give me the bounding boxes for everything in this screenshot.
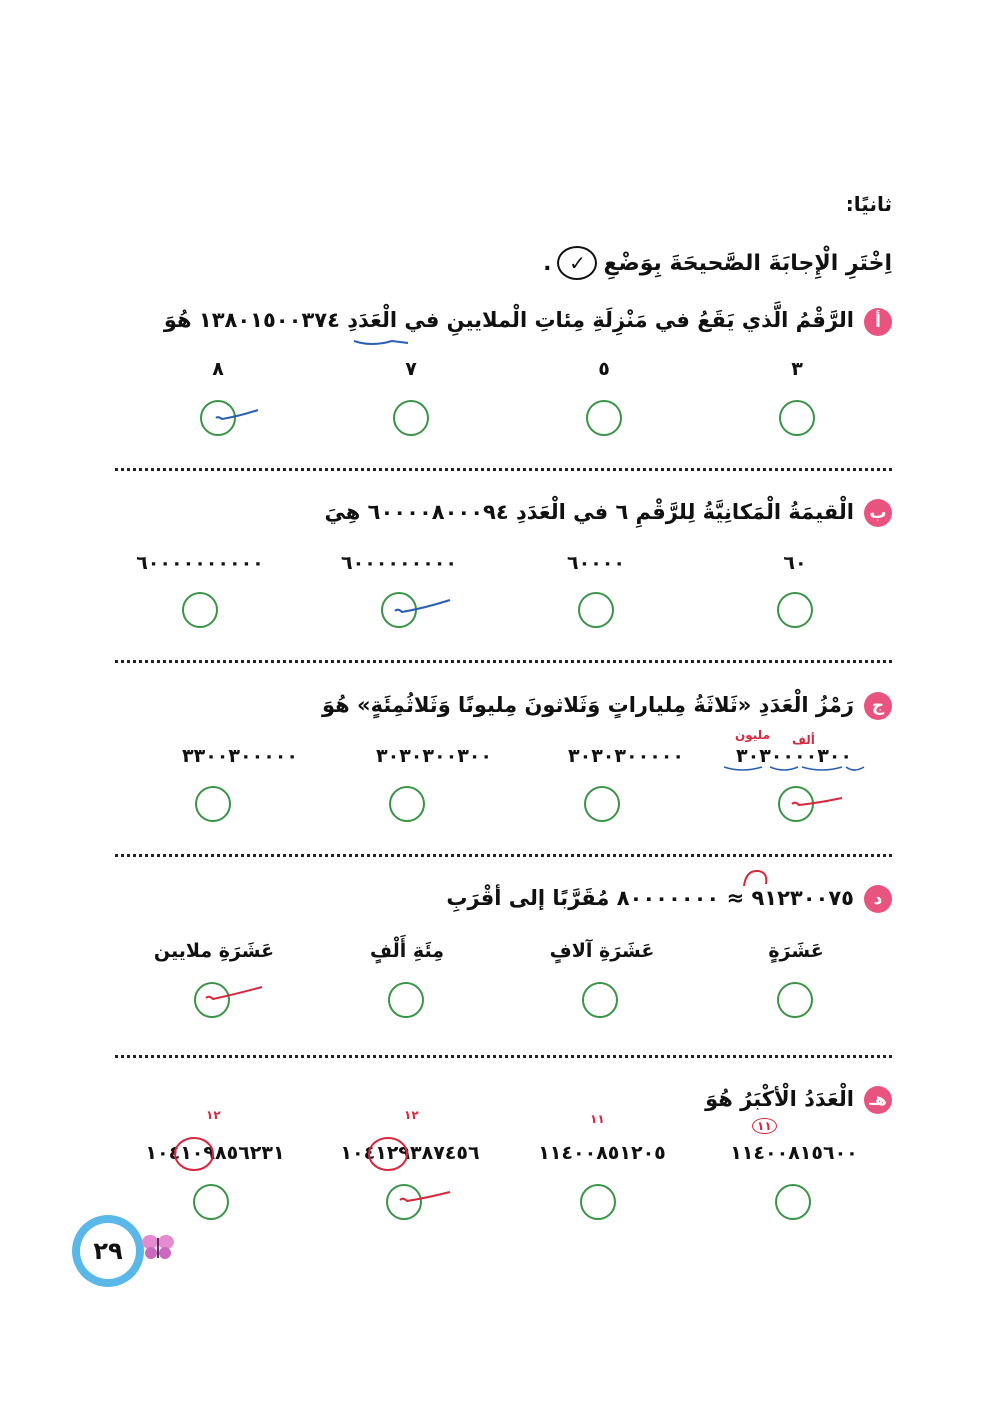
question-b-option-1-radio[interactable] — [777, 592, 813, 628]
question-e-option-4-radio[interactable] — [193, 1184, 229, 1220]
question-c-option-1-radio[interactable] — [778, 786, 814, 822]
question-c-option-4-radio[interactable] — [195, 786, 231, 822]
page-number-badge — [72, 1215, 144, 1287]
divider — [115, 468, 892, 471]
question-b-badge: ب — [864, 499, 892, 527]
check-icon: ✓ — [557, 246, 597, 280]
section-header: ثانيًا: — [845, 192, 892, 216]
instruction — [543, 246, 892, 280]
question-e-text: الْعَدَدُ الْأكْبَرُ هُوَ — [705, 1087, 854, 1111]
question-e-option-2-label: ١١٤٠٠٨٥١٢٠٥ — [538, 1142, 666, 1164]
question-d-option-4-radio[interactable] — [194, 982, 230, 1018]
question-e-option-3-radio[interactable] — [386, 1184, 422, 1220]
question-e-option-1-label: ١١٤٠٠٨١٥٦٠٠ — [730, 1142, 858, 1164]
divider — [115, 660, 892, 663]
question-b-text: الْقيمَةُ الْمَكانِيَّةُ لِلرَّقْمِ ٦ في الْعَدَدِ ٦٠٠٠٠٨٠٠٠٩٤ هِيَ — [324, 500, 854, 524]
question-a-option-3-label: ٧ — [405, 358, 417, 380]
question-d-option-4-label: عَشَرَةِ ملايين — [153, 940, 275, 962]
question-d-option-3-radio[interactable] — [388, 982, 424, 1018]
page-number: ٢٩ — [80, 1223, 136, 1279]
question-a-underline-mark — [352, 333, 412, 349]
question-c-option-4-label: ٣٣٠٠٣٠٠٠٠٠ — [182, 745, 298, 767]
question-c-option-2-label: ٣٠٣٠٣٠٠٠٠٠ — [568, 745, 684, 767]
question-b-option-1-label: ٦٠ — [783, 552, 807, 574]
question-c-badge: ج — [864, 692, 892, 720]
question-c-text: رَمْزُ الْعَدَدِ «ثَلاثَةُ مِلياراتٍ وَثَلاثونَ مِليونًا وَثَلاثُمِئَةٍ» هُوَ — [321, 693, 854, 717]
instruction-text: اِخْتَرِ الْإِجابَةَ الصَّحيحَةَ بِوَضْعِ — [603, 250, 892, 276]
question-e-badge: هـ — [864, 1086, 892, 1114]
question-b-option-3-radio[interactable] — [381, 592, 417, 628]
question-e-option-1-radio[interactable] — [775, 1184, 811, 1220]
question-e-note-eleven: ١١ — [752, 1118, 777, 1134]
question-a-option-1-radio[interactable] — [779, 400, 815, 436]
question-a-option-3-radio[interactable] — [393, 400, 429, 436]
question-a-option-1-label: ٣ — [791, 358, 803, 380]
question-b-option-2-radio[interactable] — [578, 592, 614, 628]
question-b-option-4-radio[interactable] — [182, 592, 218, 628]
question-e-option-2-radio[interactable] — [580, 1184, 616, 1220]
question-e-option-3-label: ١٠٤١٢٩٣٨٧٤٥٦ — [340, 1142, 480, 1164]
divider — [115, 1055, 892, 1058]
question-d-text: ٩١٢٣٠٠٧٥ ≈ ٨٠٠٠٠٠٠٠ مُقَرَّبًا إلى أقْرَبِ — [446, 886, 854, 910]
question-e-option-4-label: ١٠٤١٠٩٨٥٦٢٣١ — [145, 1142, 285, 1164]
question-c-option-2-radio[interactable] — [584, 786, 620, 822]
question-b-option-3-label: ٦٠٠٠٠٠٠٠٠٠ — [341, 552, 457, 574]
question-a-text: الرَّقْمُ الَّذي يَقَعُ في مَنْزِلَةِ مِئاتِ الْملايينِ في الْعَدَدِ ١٣٨٠١٥٠٠٣٧٤ هُوَ — [163, 308, 854, 332]
instruction-end: . — [543, 250, 552, 276]
question-e-note-twelve-1: ١٢ — [404, 1108, 419, 1122]
question-d-option-3-label: مِئَةِ أَلْفٍ — [370, 940, 444, 962]
divider — [115, 854, 892, 857]
question-b-option-2-label: ٦٠٠٠٠ — [567, 552, 625, 574]
question-a-option-4-label: ٨ — [212, 358, 224, 380]
question-c-option-3-radio[interactable] — [389, 786, 425, 822]
question-a-badge: أ — [864, 308, 892, 336]
question-d-option-1-radio[interactable] — [777, 982, 813, 1018]
question-a-option-4-radio[interactable] — [200, 400, 236, 436]
question-c-option-1-label: ٣٠٣٠٠٠٠٣٠٠ — [736, 745, 852, 767]
question-d-option-1-label: عَشَرَةٍ — [768, 940, 824, 962]
question-c-note-million: مليون — [735, 728, 770, 742]
question-d-badge: د — [864, 885, 892, 913]
question-e-note-twelve-2: ١٢ — [206, 1108, 221, 1122]
question-c-note-thousand: ألف — [792, 733, 815, 747]
question-d-option-2-radio[interactable] — [582, 982, 618, 1018]
butterfly-icon — [140, 1232, 176, 1262]
question-c-option-3-label: ٣٠٣٠٣٠٠٣٠٠ — [376, 745, 492, 767]
question-a-option-2-radio[interactable] — [586, 400, 622, 436]
question-b-option-4-label: ٦٠٠٠٠٠٠٠٠٠٠ — [136, 552, 264, 574]
question-a-option-2-label: ٥ — [598, 358, 610, 380]
question-d-option-2-label: عَشَرَةِ آلافٍ — [549, 940, 655, 962]
question-e-note-eleven-2: ١١ — [590, 1112, 605, 1126]
